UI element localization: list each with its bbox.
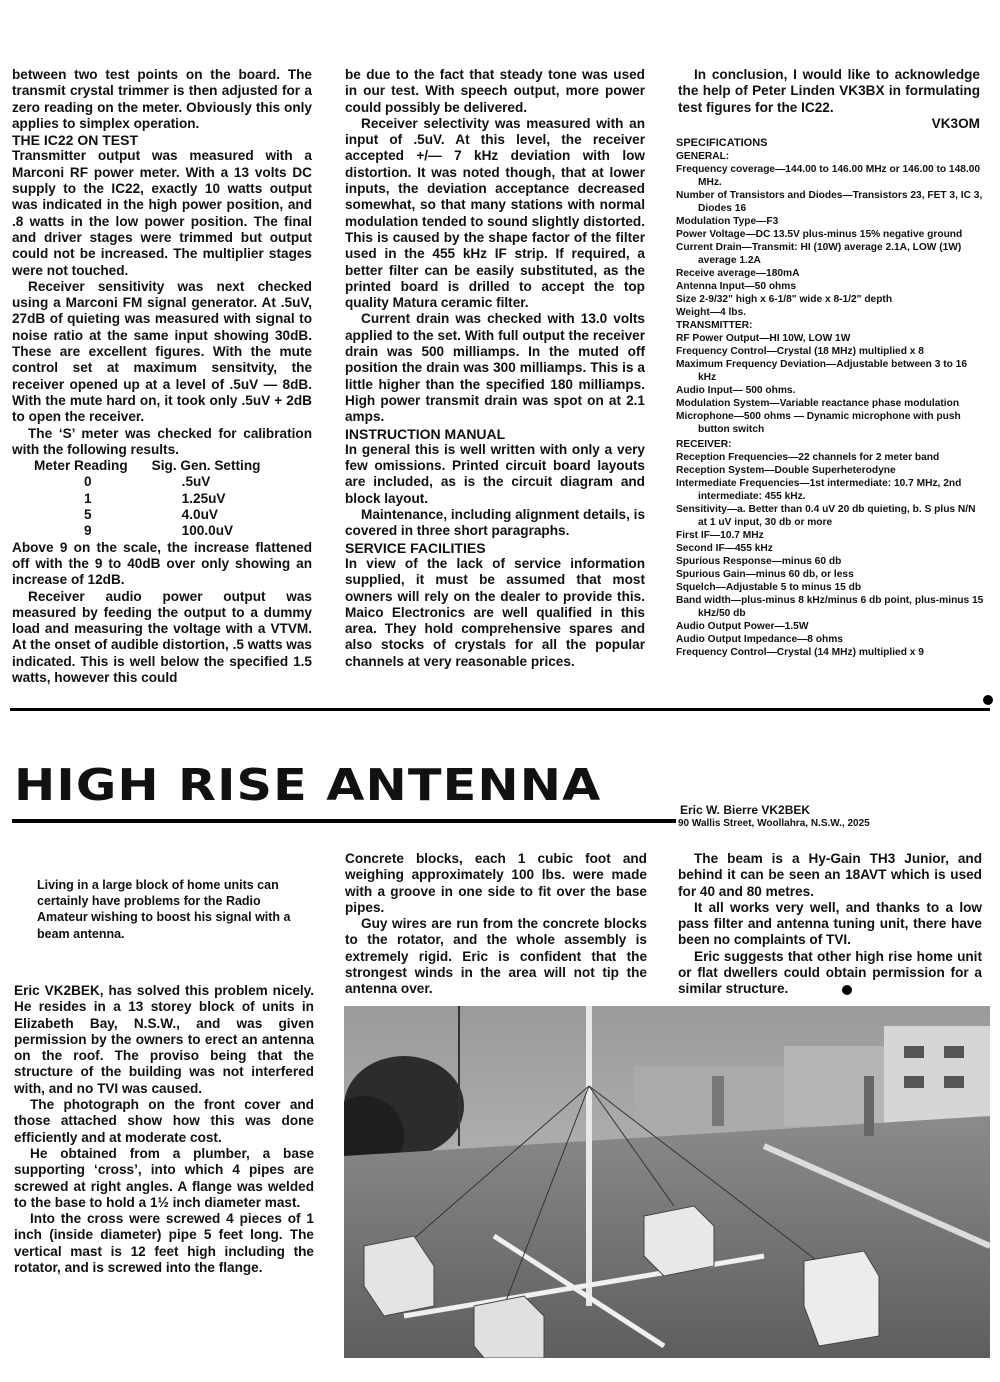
paragraph [678, 949, 982, 998]
table-cell: 1.25uV [181, 490, 226, 506]
column-1 [12, 67, 312, 686]
spec-item: Frequency coverage—144.00 to 146.00 MHz or 146.00 to 148.00 MHz. [676, 164, 981, 188]
spec-item: Maximum Frequency Deviation—Adjustable between 3 to 16 kHz [676, 359, 967, 383]
spec-item: Intermediate Frequencies—1st intermediate: 10.7 MHz, 2nd intermediate: 455 kHz. [676, 478, 962, 502]
section-divider [10, 708, 990, 711]
spec-item: Band width—plus-minus 8 kHz/minus 6 db point, plus-minus 15 kHz/50 db [676, 595, 984, 619]
article-intro: Living in a large block of home units can certainly have problems for the Radio Amateur wishing to boost his signal with a beam antenna. [37, 878, 291, 941]
article-column-3 [678, 851, 982, 998]
spec-item: Weight—4 lbs. [676, 307, 746, 318]
receiver-spec-list [676, 451, 986, 659]
rooftop-antenna-photo [344, 1006, 990, 1358]
spec-item: Squelch—Adjustable 5 to minus 15 db [676, 582, 862, 593]
column-2 [345, 67, 645, 670]
table-cell: .5uV [181, 474, 211, 490]
table-row [34, 507, 284, 523]
paragraph: Guy wires are run from the concrete blocks to the rotator, and the whole assembly is extremely rigid. Eric is confident that the strongest winds in the area will not tip the antenna over. [345, 916, 647, 997]
paragraph: The ‘S’ meter was checked for calibration with the following results. [12, 425, 312, 457]
spec-item: Number of Transistors and Diodes—Transistors 23, FET 3, IC 3, Diodes 16 [676, 190, 983, 214]
spec-item: Spurious Gain—minus 60 db, or less [676, 569, 854, 580]
paragraph: between two test points on the board. The transmit crystal trimmer is then adjusted for a zero reading on the meter. Obviously this only applies to simplex operation. [12, 67, 312, 131]
paragraph: The photograph on the front cover and those attached show how this was done efficiently and at moderate cost. [14, 1097, 314, 1145]
article-column-1 [14, 983, 314, 1276]
paragraph: Eric VK2BEK, has solved this problem nicely. He resides in a 13 storey block of units in Elizabeth Bay, N.S.W., and was given permission by the owners to erect an antenna on the roof. The proviso being that the structure of the building was not interfered with, and no TVI was caused. [14, 983, 314, 1096]
spec-item: Frequency Control—Crystal (18 MHz) multiplied x 8 [676, 346, 924, 357]
paragraph: In view of the lack of service information supplied, it must be assumed that most owners will rely on the dealer to provide this. Maico Electronics are well qualified in this area. They hold comprehensive spares and also stocks of crystals for all the popular channels at very reasonable prices. [345, 555, 645, 669]
table-header: Sig. Gen. Setting [151, 458, 261, 474]
paragraph: Above 9 on the scale, the increase flattened off with the 9 to 40dB over only showing an increase of 12dB. [12, 539, 312, 588]
table-cell: 100.0uV [181, 523, 234, 539]
table-cell: 4.0uV [181, 507, 218, 523]
author-signature: VK3OM [931, 115, 980, 131]
spec-item: Current Drain—Transmit: HI (10W) average 2.1A, LOW (1W) average 1.2A [676, 242, 962, 266]
section-heading: SERVICE FACILITIES [345, 539, 486, 556]
table-cell: 9 [84, 523, 92, 539]
transmitter-spec-list [676, 332, 986, 436]
spec-item: Power Voltage—DC 13.5V plus-minus 15% negative ground [676, 229, 963, 240]
table-header-row [34, 458, 284, 474]
spec-item: Spurious Response—minus 60 db [676, 556, 842, 567]
end-bullet-icon [842, 985, 852, 995]
spec-item: Audio Output Impedance—8 ohms [676, 634, 843, 645]
receiver-heading: RECEIVER: [676, 439, 732, 450]
paragraph: Maintenance, including alignment details, is covered in three short paragraphs. [345, 507, 646, 539]
transmitter-heading: TRANSMITTER: [676, 320, 753, 331]
end-bullet-icon [983, 695, 993, 705]
paragraph: Receiver selectivity was measured with an input of .5uV. At this level, the receiver accepted +/— 7 kHz deviation with low distortion. It was noted though, that at lower inputs, the deviation acceptance decreased somewhat, so that many stations with normal modulation tended to sound slightly distorted. This is caused by the shape factor of the filter used in the 455 kHz IF strip. If required, a better filter can be easily substituted, as the printed board is drilled to accept the top quality Matura ceramic filter. [345, 115, 645, 311]
spec-item: RF Power Output—HI 10W, LOW 1W [676, 333, 851, 344]
paragraph: Current drain was checked with 13.0 volts applied to the set. With full output the receiver drain was 500 milliamps. In the muted off position the drain was 300 milliamps. This is a little higher than the specified 180 milliamps. High power transmit drain was spot on at 2.1 amps. [345, 311, 645, 425]
specifications-title: SPECIFICATIONS [676, 137, 768, 149]
table-header: Meter Reading [34, 458, 128, 474]
spec-item: Sensitivity—a. Better than 0.4 uV 20 db quieting, b. S plus N/N at 1 uV input, 30 db or more [676, 504, 976, 528]
paragraph: be due to the fact that steady tone was used in our test. With speech output, more power could possibly be delivered. [345, 67, 645, 115]
paragraph-text: Eric suggests that other high rise home unit or flat dwellers could obtain permission for a similar structure. [678, 948, 982, 997]
spec-item: Reception System—Double Superheterodyne [676, 465, 896, 476]
paragraph: Transmitter output was measured with a Marconi RF power meter. With a 13 volts DC supply to the IC22, exactly 10 watts output was indicated in the high power position, and .8 watts in the low power position. The final and driver stages were trimmed but output could not be increased. The multiplier stages were not touched. [12, 148, 312, 278]
table-cell: 0 [84, 474, 92, 490]
spec-item: Modulation Type—F3 [676, 216, 779, 227]
general-spec-list [676, 163, 986, 319]
spec-item: Frequency Control—Crystal (14 MHz) multiplied x 9 [676, 647, 924, 658]
paragraph: Into the cross were screwed 4 pieces of 1 inch (inside diameter) pipe 5 feet long. The vertical mast is 12 feet high including the rotator, and is screwed into the flange. [14, 1211, 314, 1276]
paragraph: In general this is well written with only a very few omissions. Printed circuit board layouts are included, as is the circuit diagram and block layout. [345, 441, 645, 506]
section-heading: INSTRUCTION MANUAL [345, 425, 506, 442]
spec-item: Audio Output Power—1.5W [676, 621, 809, 632]
article-column-2 [345, 851, 647, 998]
spec-item: Audio Input— 500 ohms. [676, 385, 796, 396]
paragraph: He obtained from a plumber, a base supporting ‘cross’, into which 4 pipes are screwed at right angles. A flange was welded to the base to hold a 1½ inch diameter mast. [14, 1145, 314, 1210]
s-meter-table [34, 458, 284, 539]
paragraph: Receiver sensitivity was next checked using a Marconi FM signal generator. At .5uV, 27dB of quieting was measured with signal to noise ratio at the same input showing 30dB. These are excellent figures. With the mute control set at maximum sensitvity, the receiver opened up at a level of .5uV — 8dB. With the mute hard on, it took only .5uV + 2dB to open the receiver. [12, 278, 312, 425]
spec-item: Antenna Input—50 ohms [676, 281, 796, 292]
paragraph: It all works very well, and thanks to a low pass filter and antenna tuning unit, there have been no complaints of TVI. [678, 899, 982, 948]
headline-rule [12, 819, 676, 823]
article-headline: HIGH RISE ANTENNA [14, 760, 602, 811]
conclusion-paragraph: In conclusion, I would like to acknowledge the help of Peter Linden VK3BX in formulating test figures for the IC22. [678, 67, 980, 115]
spec-item: Modulation System—Variable reactance phase modulation [676, 398, 960, 409]
spec-item: Receive average—180mA [676, 268, 800, 279]
table-cell: 1 [84, 490, 92, 506]
spec-item: Reception Frequencies—22 channels for 2 meter band [676, 452, 940, 463]
table-row [34, 523, 284, 539]
spec-item: Microphone—500 ohms — Dynamic microphone with push button switch [676, 411, 961, 435]
paragraph: Concrete blocks, each 1 cubic foot and weighing approximately 100 lbs. were made with a groove in one side to fit over the base pipes. [345, 851, 647, 915]
spec-item: Second IF—455 kHz [676, 543, 773, 554]
rooftop-photo-illustration [344, 1006, 990, 1358]
spec-item: Size 2-9/32" high x 6-1/8" wide x 8-1/2" depth [676, 294, 893, 305]
paragraph: Receiver audio power output was measured by feeding the output to a dummy load and measuring the voltage with a VTVM. At the onset of audible distortion, .5 watts was indicated. This is well below the specified 1.5 watts, however this could [12, 588, 312, 685]
section-heading: THE IC22 ON TEST [12, 132, 139, 149]
spec-item: First IF—10.7 MHz [676, 530, 764, 541]
table-row [34, 474, 284, 490]
author-address: 90 Wallis Street, Woollahra, N.S.W., 2025 [678, 818, 870, 829]
general-heading: GENERAL: [676, 151, 730, 162]
specifications-panel [676, 137, 986, 659]
paragraph: The beam is a Hy-Gain TH3 Junior, and behind it can be seen an 18AVT which is used for 40 and 80 metres. [678, 851, 982, 899]
column-3 [678, 67, 980, 132]
table-cell: 5 [84, 507, 92, 523]
table-row [34, 491, 284, 507]
article-byline: Eric W. Bierre VK2BEK [680, 803, 811, 817]
